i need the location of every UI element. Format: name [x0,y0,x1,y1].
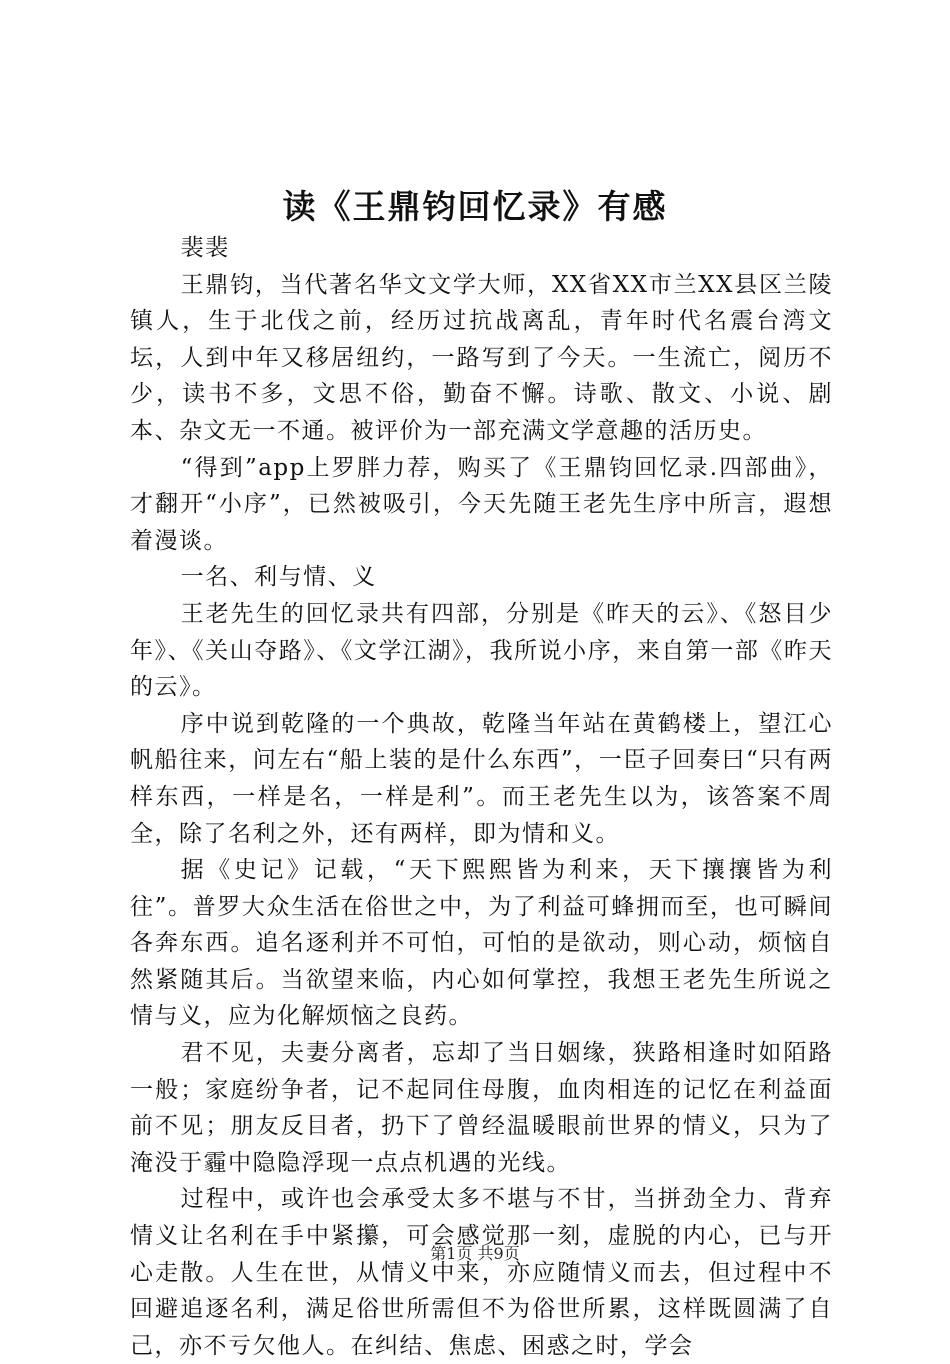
paragraph: “得到”app上罗胖力荐，购买了《王鼎钧回忆录.四部曲》，才翻开“小序”，已然被吸引，今天先随王老先生序中所言，遐想着漫谈。 [130,454,833,554]
paragraph: 王老先生的回忆录共有四部，分别是《昨天的云》、《怒目少年》、《关山夺路》、《文学江湖》，我所说小序，来自第一部《昨天的云》。 [130,600,833,701]
paragraph: 王鼎钧，当代著名华文文学大师，XX省XX市兰XX县区兰陵镇人，生于北伐之前，经历过抗战离乱，青年时代名震台湾文坛，人到中年又移居纽约，一路写到了今天。一生流亡，阅历不少，读书不多，文思不俗，勤奋不懈。诗歌、散文、小说、剧本、杂文无一不通。被评价为一部充满文学意趣的活历史。 [130,271,833,444]
paragraph: 据《史记》记载，“天下熙熙皆为利来，天下攘攘皆为利往”。普罗大众生活在俗世之中，为了利益可蜂拥而至，也可瞬间各奔东西。追名逐利并不可怕，可怕的是欲动，则心动，烦恼自然紧随其后。当欲望来临，内心如何掌控，我想王老先生所说之情与义，应为化解烦恼之良药。 [130,857,833,1030]
author-line: 裴裴 [180,235,230,261]
paragraph: 序中说到乾隆的一个典故，乾隆当年站在黄鹤楼上，望江心帆船往来，问左右“船上装的是什么东西”，一臣子回奏曰“只有两样东西，一样是名，一样是利”。而王老先生以为，该答案不周全，除了名利之外，还有两样，即为情和义。 [130,710,833,847]
document-body [130,230,833,1364]
page-footer: 第1页 共9页 [430,1244,520,1263]
document-title: 读《王鼎钧回忆录》有感 [282,187,668,226]
paragraph: 君不见，夫妻分离者，忘却了当日姻缘，狭路相逢时如陌路一般；家庭纷争者，记不起同住母腹，血肉相连的记忆在利益面前不见；朋友反目者，扔下了曾经温暖眼前世界的情义，只为了淹没于霾中隐隐浮现一点点机遇的光线。 [130,1040,833,1176]
paragraph: 过程中，或许也会承受太多不堪与不甘，当拼劲全力、背弃情义让名利在手中紧攥，可会感觉那一刻，虚脱的内心，已与开心走散。人生在世，从情义中来，亦应随情义而去，但过程中不回避追逐名利，满足俗世所需但不为俗世所累，这样既圆满了自己，亦不亏欠他人。在纠结、焦虑、困惑之时，学会 [130,1186,833,1359]
section-heading: 一名、利与情、义 [180,564,377,591]
